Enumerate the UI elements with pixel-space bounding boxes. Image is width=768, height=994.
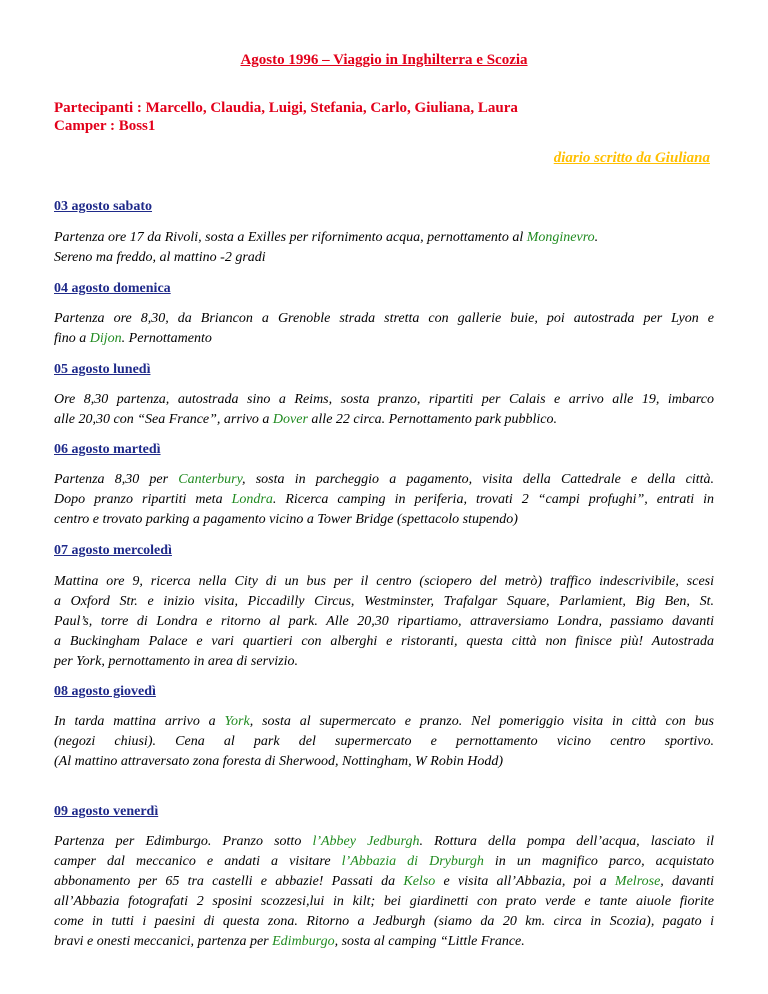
day-heading: 03 agosto sabato: [54, 199, 153, 214]
text-segment: camper dal meccanico e andati a visitare: [54, 854, 342, 869]
place-name: Monginevro: [526, 230, 595, 245]
text-segment: (Al mattino attraversato zona foresta di Sherwood, Nottingham, W Robin Hodd): [54, 754, 504, 769]
document-title: Agosto 1996 – Viaggio in Inghilterra e Scozia: [240, 52, 528, 68]
text-line: [54, 832, 714, 852]
text-line: [54, 652, 714, 672]
text-line: [54, 732, 714, 752]
day-heading: 06 agosto martedì: [54, 442, 161, 457]
day-paragraph: [54, 470, 714, 530]
place-name: Dijon: [89, 331, 122, 346]
text-segment: come in tutti i paesini di questa zona. Ritorno a Jedburgh (siamo da 20 km. circa in Scozia), pagato i: [54, 914, 714, 929]
text-segment: . Rottura della pompa dell’acqua, lasciato il: [419, 834, 714, 849]
text-segment: in un magnifico parco, acquistato: [483, 854, 715, 869]
day-heading: 08 agosto giovedì: [54, 684, 156, 699]
text-segment: a Oxford Str. e inizio visita, Piccadilly Circus, Westminster, Trafalgar Square, Parlamient, Big Ben, St.: [54, 594, 714, 609]
text-segment: bravi e onesti meccanici, partenza per: [54, 934, 273, 949]
text-segment: Partenza 8,30 per: [54, 472, 179, 487]
place-name: Londra: [231, 492, 273, 507]
text-segment: Sereno ma freddo, al mattino -2 gradi: [54, 250, 266, 265]
text-segment: e visita all’Abbazia, poi a: [435, 874, 615, 889]
text-segment: a Buckingham Palace e vari quartieri con alberghi e ristoranti, questa città non finisce più! Autostrada: [54, 634, 714, 649]
place-name: Dover: [272, 412, 308, 427]
day-heading: 04 agosto domenica: [54, 281, 171, 296]
place-name: Edimburgo: [272, 934, 335, 949]
text-segment: , sosta al supermercato e pranzo. Nel pomeriggio visita in città con bus: [249, 714, 714, 729]
author-note: diario scritto da Giuliana: [553, 150, 710, 166]
text-segment: centro e trovato parking a pagamento vicino a Tower Bridge (spettacolo stupendo): [54, 512, 518, 527]
text-segment: .: [594, 230, 599, 245]
text-line: [54, 390, 714, 410]
text-line: [54, 592, 714, 612]
text-segment: Dopo pranzo ripartiti meta: [54, 492, 232, 507]
text-line: [54, 892, 714, 912]
day-paragraph: [54, 309, 714, 349]
text-segment: per York, pernottamento in area di servizio.: [54, 654, 298, 669]
day-paragraph: [54, 228, 714, 268]
text-line: [54, 852, 714, 872]
day-paragraph: [54, 572, 714, 672]
text-line: [54, 490, 714, 510]
text-line: [54, 572, 714, 592]
text-line: [54, 612, 714, 632]
text-segment: abbonamento per 65 tra castelli e abbazie! Passati da: [54, 874, 404, 889]
text-line: [54, 228, 714, 248]
text-line: [54, 309, 714, 329]
text-segment: , davanti: [660, 874, 715, 889]
place-name: Canterbury: [178, 472, 243, 487]
text-line: [54, 410, 714, 430]
text-segment: . Pernottamento: [121, 331, 212, 346]
text-segment: Mattina ore 9, ricerca nella City di un bus per il centro (sciopero del metrò) traffico indescrivibile, scesi: [54, 574, 714, 589]
place-name: York: [224, 714, 250, 729]
day-heading: 05 agosto lunedì: [54, 362, 151, 377]
participants-line: Partecipanti : Marcello, Claudia, Luigi, Stefania, Carlo, Giuliana, Laura: [54, 100, 518, 116]
text-segment: Ore 8,30 partenza, autostrada sino a Reims, sosta pranzo, ripartiti per Calais e arrivo alle 19, imbarco: [54, 392, 714, 407]
text-segment: Partenza ore 17 da Rivoli, sosta a Exilles per rifornimento acqua, pernottamento al: [54, 230, 527, 245]
text-segment: , sosta in parcheggio a pagamento, visita della Cattedrale e della città.: [242, 472, 714, 487]
text-line: [54, 712, 714, 732]
text-line: [54, 248, 714, 268]
day-paragraph: [54, 832, 714, 952]
place-name: l’Abbazia di Dryburgh: [341, 854, 484, 869]
text-segment: alle 20,30 con “Sea France”, arrivo a: [54, 412, 273, 427]
text-line: [54, 932, 714, 952]
day-paragraph: [54, 390, 714, 430]
day-heading: 09 agosto venerdì: [54, 804, 159, 819]
text-segment: alle 22 circa. Pernottamento park pubblico.: [307, 412, 558, 427]
place-name: Kelso: [403, 874, 436, 889]
text-segment: fino a: [54, 331, 90, 346]
text-line: [54, 872, 714, 892]
text-line: [54, 329, 714, 349]
text-line: [54, 510, 714, 530]
text-segment: (negozi chiusi). Cena al park del supermercato e pernottamento vicino centro sportivo.: [54, 734, 714, 749]
place-name: l’Abbey Jedburgh: [312, 834, 420, 849]
day-heading: 07 agosto mercoledì: [54, 543, 172, 558]
text-segment: Partenza ore 8,30, da Briancon a Grenoble strada stretta con gallerie buie, poi autostrada per Lyon e: [54, 311, 714, 326]
text-segment: Partenza per Edimburgo. Pranzo sotto: [54, 834, 313, 849]
text-line: [54, 752, 714, 772]
place-name: Melrose: [614, 874, 661, 889]
text-segment: Paul’s, torre di Londra e ritorno al park. Alle 20,30 ripartiamo, attraversiamo Londra, passiamo davanti: [54, 614, 714, 629]
text-line: [54, 470, 714, 490]
text-line: [54, 912, 714, 932]
text-segment: In tarda mattina arrivo a: [54, 714, 225, 729]
text-line: [54, 632, 714, 652]
text-segment: , sosta al camping “Little France.: [334, 934, 525, 949]
camper-line: Camper : Boss1: [54, 118, 156, 134]
day-paragraph: [54, 712, 714, 772]
text-segment: . Ricerca camping in periferia, trovati 2 “campi profughi”, entrati in: [272, 492, 714, 507]
text-segment: all’Abbazia fotografati 2 sposini scozzesi,lui in kilt; bei giardinetti con prato verde e tante aiuole fiorite: [54, 894, 714, 909]
